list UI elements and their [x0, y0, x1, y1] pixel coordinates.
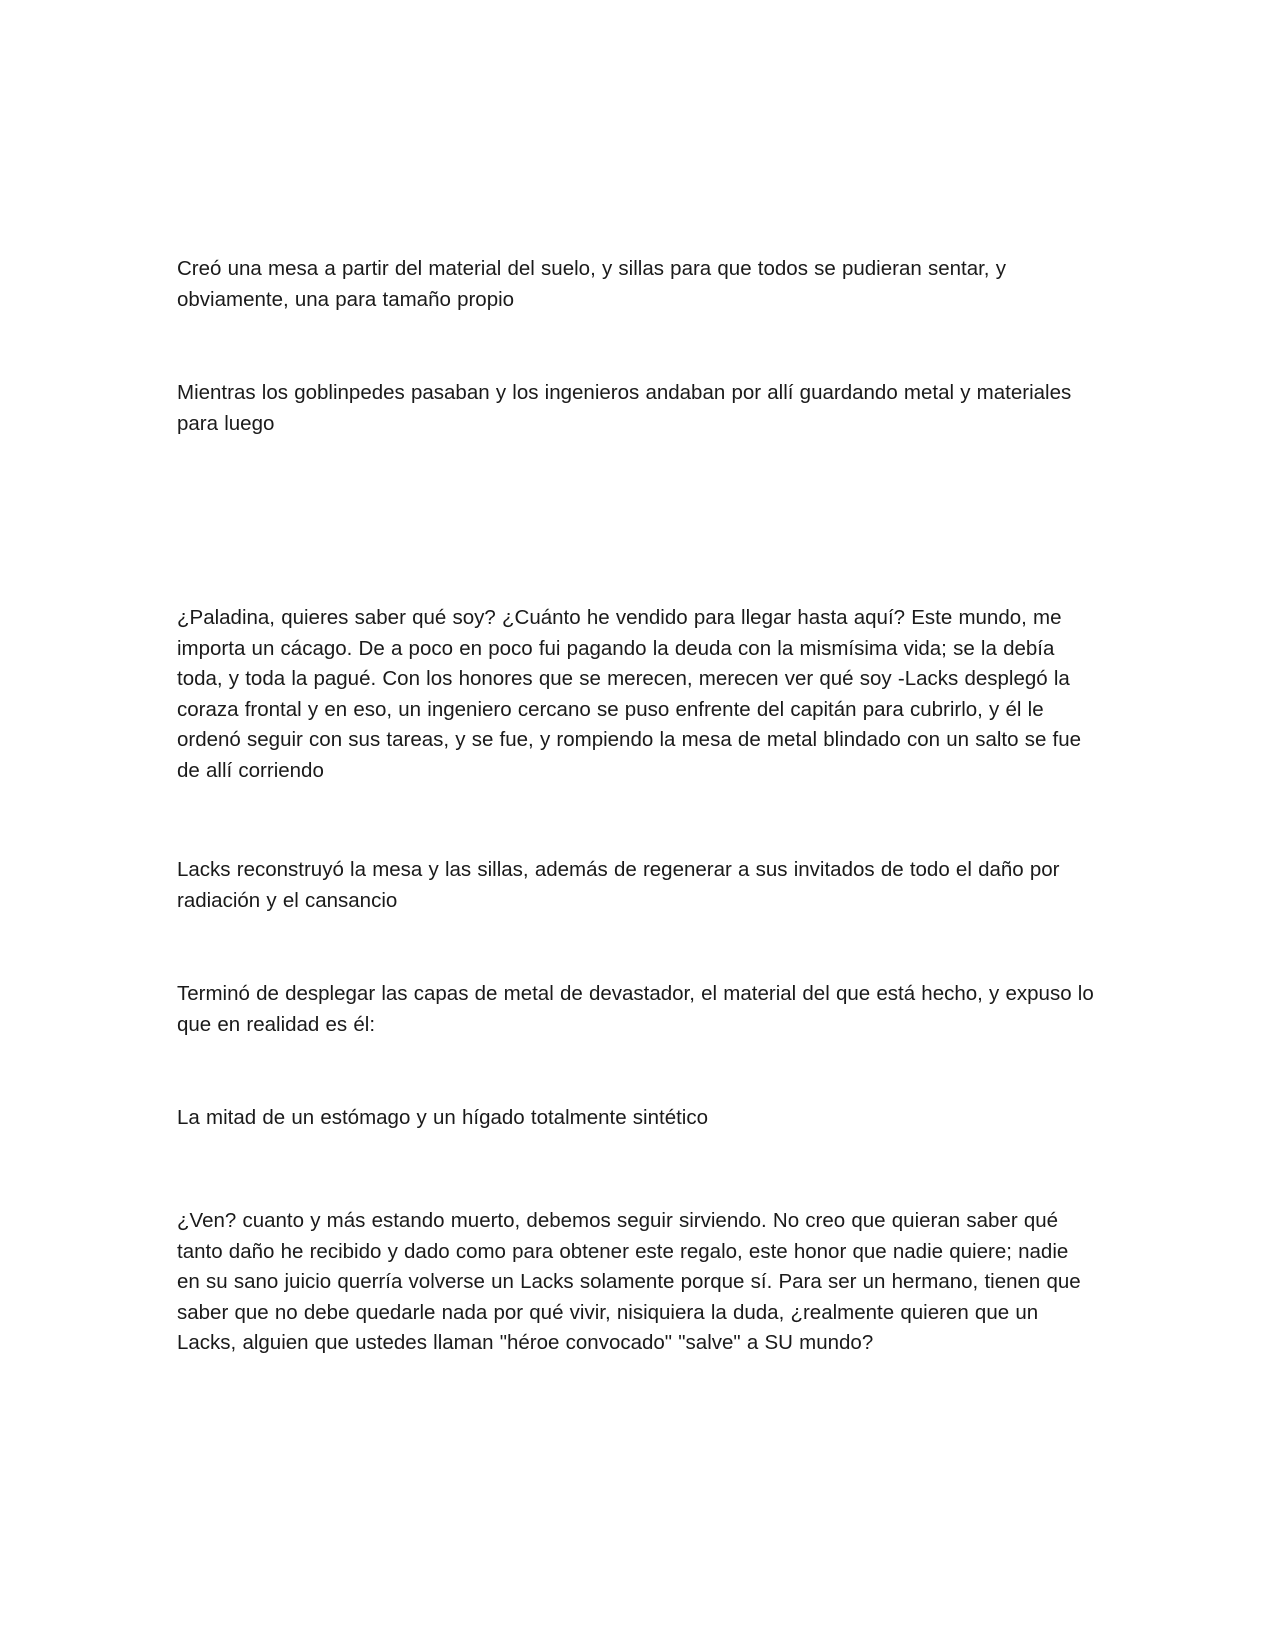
paragraph: Terminó de desplegar las capas de metal de devastador, el material del que está hecho, y expuso lo que en realidad es él:: [177, 982, 1094, 1036]
paragraph: Mientras los goblinpedes pasaban y los ingenieros andaban por allí guardando metal y materiales para luego: [177, 381, 1072, 435]
paragraph: ¿Ven? cuanto y más estando muerto, debemos seguir sirviendo. No creo que quieran saber qué tanto daño he recibido y dado como para obtener este regalo, este honor que nadie quiere; nadie en su sano juicio querría volverse un Lacks solamente porque sí. Para ser un hermano, tienen que saber que no debe quedarle nada por qué vivir, nisiquiera la duda, ¿realmente quieren que un Lacks, alguien que ustedes llaman "héroe convocado" "salve" a SU mundo?: [177, 1209, 1081, 1354]
paragraph: Creó una mesa a partir del material del suelo, y sillas para que todos se pudieran sentar, y obviamente, una para tamaño propio: [177, 257, 1006, 311]
paragraph: ¿Paladina, quieres saber qué soy? ¿Cuánto he vendido para llegar hasta aquí? Este mundo, me importa un cácago. De a poco en poco fui pagando la deuda con la mismísima vida; se la debía toda, y toda la pagué. Con los honores que se merecen, merecen ver qué soy -Lacks desplegó la coraza frontal y en eso, un ingeniero cercano se puso enfrente del capitán para cubrirlo, y él le ordenó seguir con sus tareas, y se fue, y rompiendo la mesa de metal blindado con un salto se fue de allí corriendo: [177, 606, 1082, 782]
paragraph: La mitad de un estómago y un hígado totalmente sintético: [177, 1106, 709, 1129]
paragraph: Lacks reconstruyó la mesa y las sillas, además de regenerar a sus invitados de todo el daño por radiación y el cansancio: [177, 858, 1060, 912]
